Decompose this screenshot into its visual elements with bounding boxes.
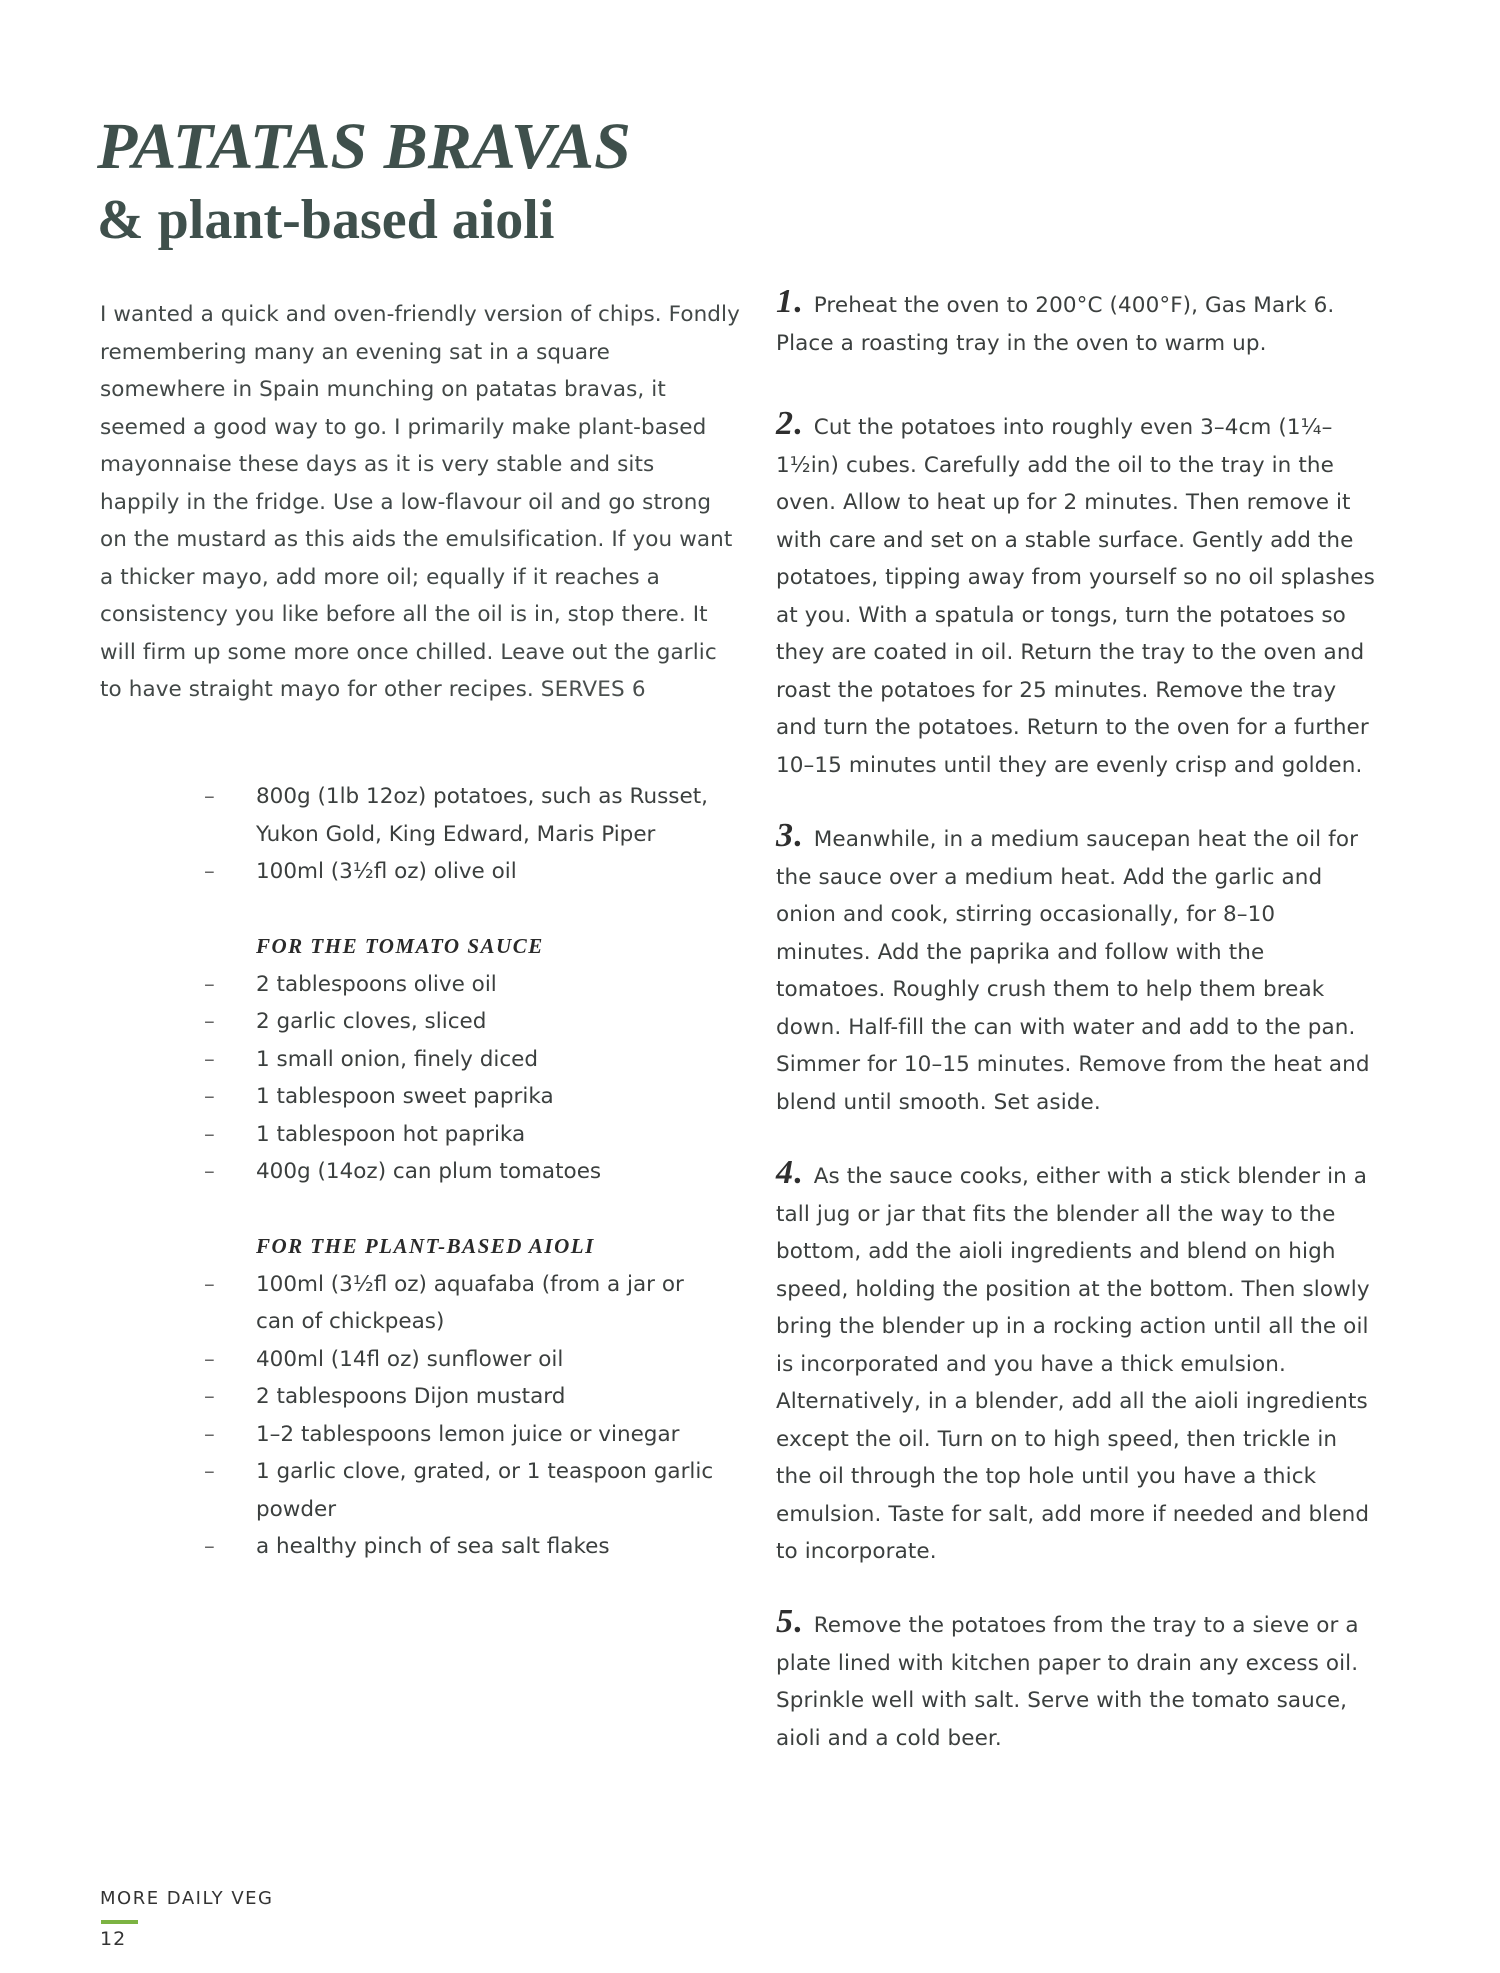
ingredient-item: – 100ml (3½fl oz) olive oil bbox=[200, 853, 720, 891]
dash-icon: – bbox=[204, 1121, 215, 1147]
book-title: MORE DAILY VEG bbox=[100, 1888, 274, 1909]
method-step-1 bbox=[776, 283, 1376, 362]
ingredient-item: – 1 small onion, finely diced bbox=[200, 1041, 720, 1079]
ingredient-item: – 2 garlic cloves, sliced bbox=[200, 1003, 720, 1041]
dash-icon: – bbox=[204, 784, 215, 809]
dash-icon: – bbox=[204, 1046, 215, 1072]
recipe-title: PATATAS BRAVAS bbox=[97, 110, 631, 183]
aioli-heading: FOR THE PLANT-BASED AIOLI bbox=[256, 1234, 595, 1258]
ingredient-item: – 1 tablespoon sweet paprika bbox=[200, 1078, 720, 1116]
step-text: Cut the potatoes into roughly even 3–4cm (1¼–1½in) cubes. Carefully add the oil to the tray in the oven. Allow to heat up for 2 minutes. Then remove it with care and set on a stable surface. Gently add the potatoes, tipping away from yourself so no oil splashes at you. With a spatula or tongs, turn the potatoes so they are coated in oil. Return the tray to the oven and roast the potatoes for 25 minutes. Remove the tray and turn the potatoes. Return to the oven for a further 10–15 minutes until they are evenly crisp and golden. bbox=[776, 415, 1375, 778]
dash-icon: – bbox=[204, 1459, 215, 1484]
intro-text: I wanted a quick and oven-friendly version of chips. Fondly remembering many an evening sat in a square somewhere in Spain munching on patatas bravas, it seemed a good way to go. I primarily make plant-based mayonnaise these days as it is very stable and sits happily in the fridge. Use a low-flavour oil and go strong on the mustard as this aids the emulsification. If you want a thicker mayo, add more oil; equally if it reaches a consistency you like before all the oil is in, stop there. It will firm up some more once chilled. Leave out the garlic to have straight mayo for other recipes. bbox=[100, 302, 740, 702]
step-number: 1. bbox=[776, 283, 802, 320]
ingredients-main bbox=[200, 778, 720, 891]
ingredient-item: – 100ml (3½fl oz) aquafaba (from a jar or can of chickpeas) bbox=[200, 1266, 720, 1341]
dash-icon: – bbox=[204, 1271, 215, 1297]
step-number: 5. bbox=[776, 1603, 802, 1640]
step-text: As the sauce cooks, either with a stick blender in a tall jug or jar that fits the blender all the way to the bottom, add the aioli ingredients and blend on high speed, holding the position at the bottom. Then slowly bring the blender up in a rocking action until all the oil is incorporated and you have a thick emulsion. Alternatively, in a blender, add all the aioli ingredients except the oil. Turn on to high speed, then trickle in the oil through the top hole until you have a thick emulsion. Taste for salt, add more if needed and blend to incorporate. bbox=[776, 1164, 1370, 1564]
ingredient-item: – 2 tablespoons olive oil bbox=[200, 966, 720, 1004]
tomato-sauce-heading: FOR THE TOMATO SAUCE bbox=[256, 934, 544, 958]
method-step-5 bbox=[776, 1603, 1376, 1757]
ingredients-tomato-sauce bbox=[200, 966, 720, 1191]
ingredient-item: – 1 tablespoon hot paprika bbox=[200, 1116, 720, 1154]
ingredients-list bbox=[200, 778, 720, 1566]
step-text: Preheat the oven to 200°C (400°F), Gas Mark 6. Place a roasting tray in the oven to warm up. bbox=[776, 293, 1335, 356]
ingredient-item: – 1–2 tablespoons lemon juice or vinegar bbox=[200, 1416, 720, 1454]
step-number: 3. bbox=[776, 817, 802, 854]
ingredient-item: – 800g (1lb 12oz) potatoes, such as Russet, Yukon Gold, King Edward, Maris Piper bbox=[200, 778, 720, 853]
dash-icon: – bbox=[204, 1346, 215, 1372]
ingredient-item: – 1 garlic clove, grated, or 1 teaspoon garlic powder bbox=[200, 1453, 720, 1528]
recipe-subtitle: & plant-based aioli bbox=[97, 189, 555, 251]
dash-icon: – bbox=[204, 1421, 215, 1447]
ingredient-item: – a healthy pinch of sea salt flakes bbox=[200, 1528, 720, 1566]
serves-label: SERVES 6 bbox=[540, 677, 646, 702]
ingredient-item: – 400g (14oz) can plum tomatoes bbox=[200, 1153, 720, 1191]
method-step-4 bbox=[776, 1154, 1376, 1571]
dash-icon: – bbox=[204, 859, 215, 884]
ingredient-item: – 2 tablespoons Dijon mustard bbox=[200, 1378, 720, 1416]
step-text: Remove the potatoes from the tray to a sieve or a plate lined with kitchen paper to drain any excess oil. Sprinkle well with salt. Serve with the tomato sauce, aioli and a cold beer. bbox=[776, 1613, 1359, 1751]
dash-icon: – bbox=[204, 1084, 215, 1109]
step-number: 2. bbox=[776, 405, 802, 442]
dash-icon: – bbox=[204, 1009, 215, 1034]
dash-icon: – bbox=[204, 1534, 215, 1559]
method-step-3 bbox=[776, 817, 1376, 1121]
dash-icon: – bbox=[204, 1384, 215, 1409]
dash-icon: – bbox=[204, 1159, 215, 1184]
page-number: 12 bbox=[100, 1928, 127, 1950]
step-number: 4. bbox=[776, 1154, 802, 1191]
step-text: Meanwhile, in a medium saucepan heat the oil for the sauce over a medium heat. Add the garlic and onion and cook, stirring occasionally, for 8–10 minutes. Add the paprika and follow with the tomatoes. Roughly crush them to help them break down. Half-fill the can with water and add to the pan. Simmer for 10–15 minutes. Remove from the heat and blend until smooth. Set aside. bbox=[776, 827, 1370, 1115]
method-step-2 bbox=[776, 405, 1376, 784]
dash-icon: – bbox=[204, 971, 215, 997]
recipe-intro bbox=[100, 296, 740, 709]
ingredient-item: – 400ml (14fl oz) sunflower oil bbox=[200, 1341, 720, 1379]
footer-accent-rule bbox=[101, 1920, 138, 1924]
ingredients-aioli bbox=[200, 1266, 720, 1566]
